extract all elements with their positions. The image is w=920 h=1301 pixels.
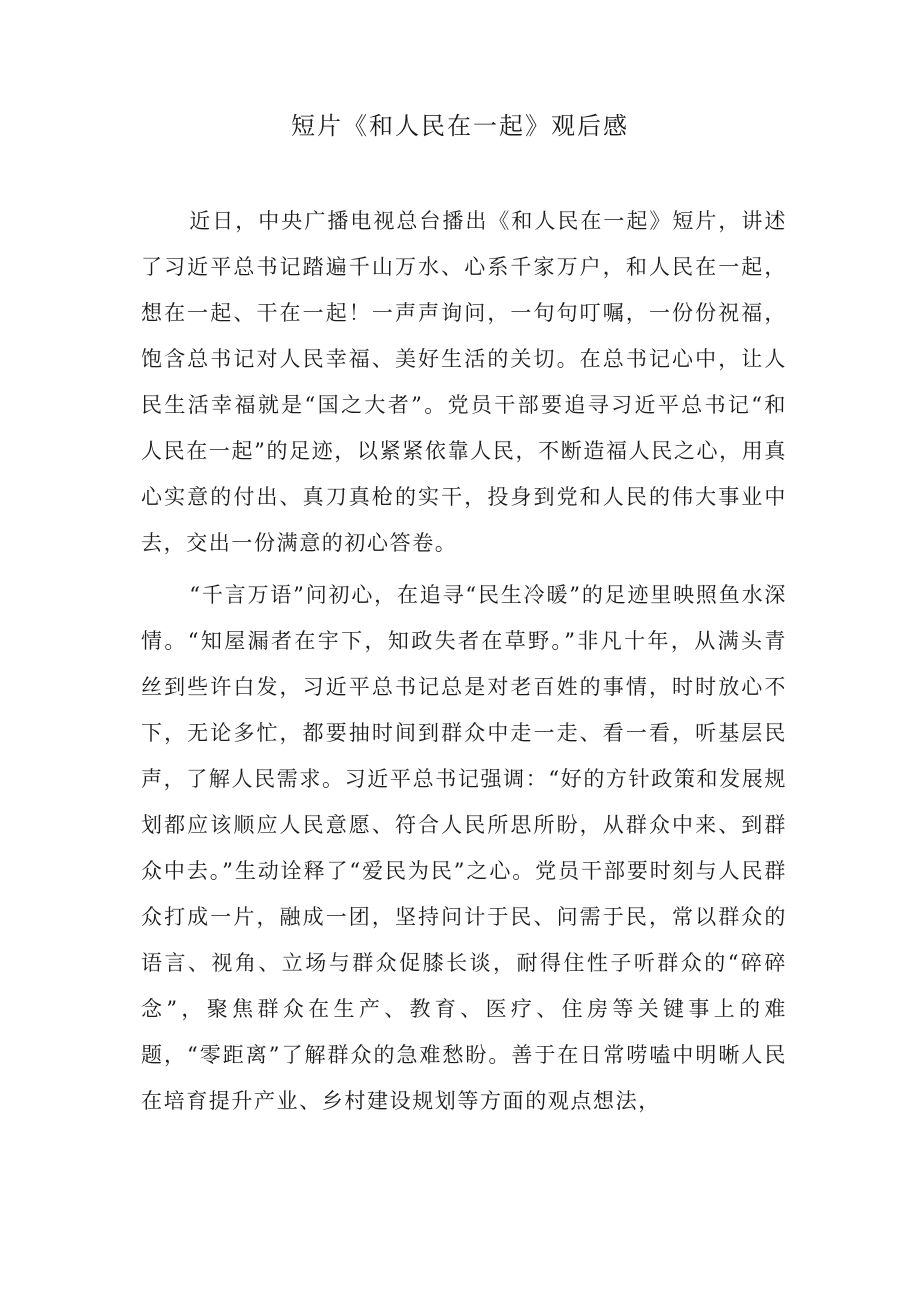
document-body bbox=[141, 198, 787, 1130]
paragraph-2: “千言万语”问初心，在追寻“民生冷暖”的足迹里映照鱼水深情。“知屋漏者在宇下，知政失者在草野。”非凡十年，从满头青丝到些许白发，习近平总书记总是对老百姓的事情，时时放心不下，无论多忙，都要抽时间到群众中走一走、看一看，听基层民声，了解人民需求。习近平总书记强调：“好的方针政策和发展规划都应该顺应人民意愿、符合人民所思所盼，从群众中来、到群众中去。”生动诠释了“爱民为民”之心。党员干部要时刻与人民群众打成一片，融成一团，坚持问计于民、问需于民，常以群众的语言、视角、立场与群众促膝长谈，耐得住性子听群众的“碎碎念”，聚焦群众在生产、教育、医疗、住房等关键事上的难题，“零距离”了解群众的急难愁盼。善于在日常唠嗑中明晰人民在培育提升产业、乡村建设规划等方面的观点想法， bbox=[141, 583, 787, 1113]
paragraph-1: 近日，中央广播电视总台播出《和人民在一起》短片，讲述了习近平总书记踏遍千山万水、心系千家万户，和人民在一起，想在一起、干在一起！一声声询问，一句句叮嘱，一份份祝福，饱含总书记对人民幸福、美好生活的关切。在总书记心中，让人民生活幸福就是“国之大者”。党员干部要追寻习近平总书记“和人民在一起”的足迹，以紧紧依靠人民，不断造福人民之心，用真心实意的付出、真刀真枪的实干，投身到党和人民的伟大事业中去，交出一份满意的初心答卷。 bbox=[141, 209, 787, 555]
document-title: 短片《和人民在一起》观后感 bbox=[291, 112, 629, 140]
